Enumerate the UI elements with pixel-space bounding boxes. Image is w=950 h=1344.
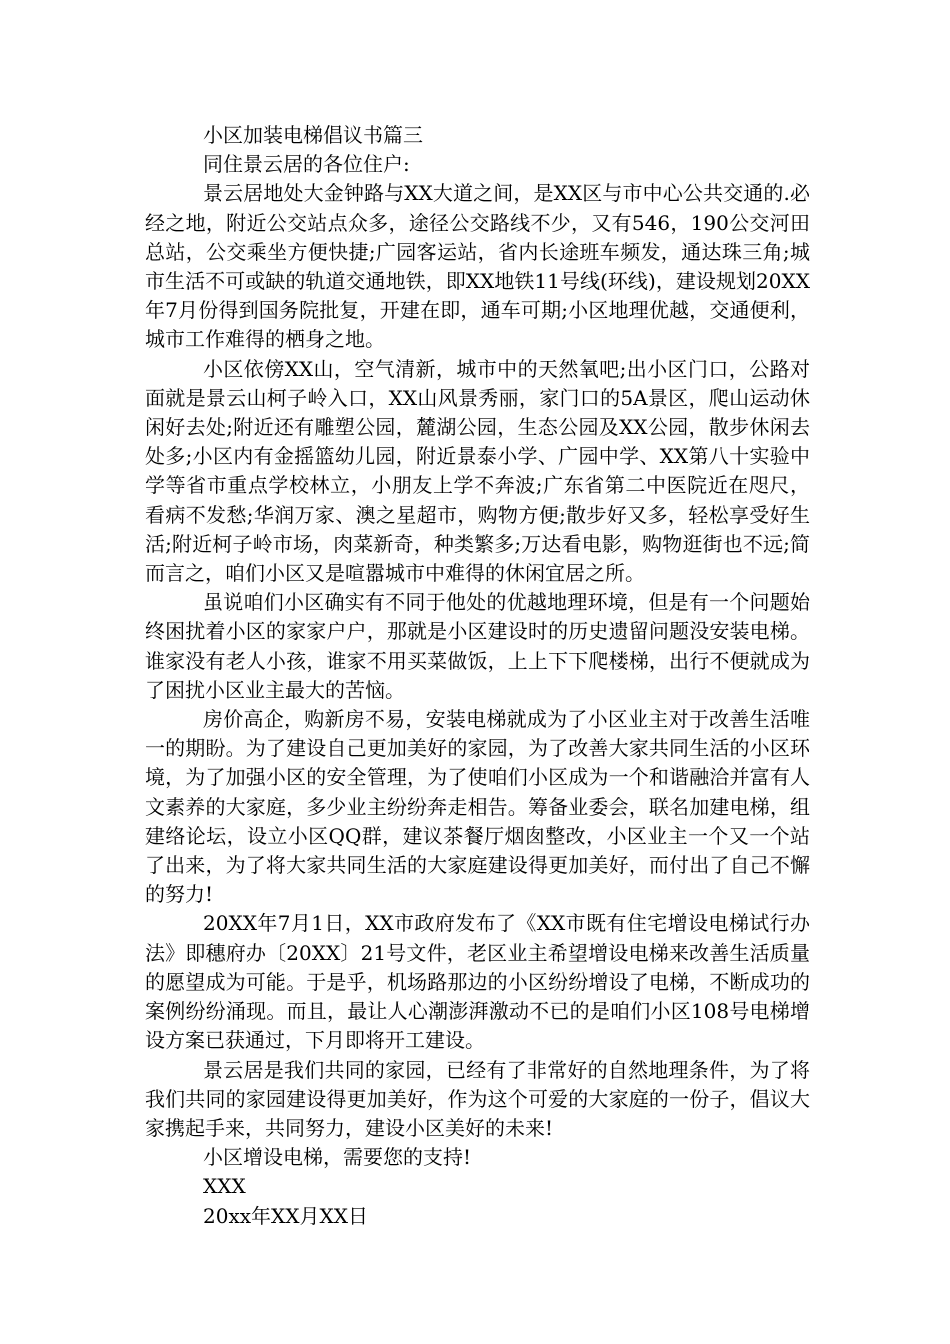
body-paragraph: 小区依傍XX山，空气清新，城市中的天然氧吧;出小区门口，公路对面就是景云山柯子岭入口，XX山风景秀丽，家门口的5A景区，爬山运动休闲好去处;附近还有雕塑公园，麓湖公园，生态公园及XX公园，散步休闲去处多;小区内有金摇篮幼儿园，附近景泰小学、广园中学、XX第八十实验中学等省市重点学校林立，小朋友上学不奔波;广东省第二中医院近在咫尺，看病不发愁;华润万家、澳之星超市，购物方便;散步好又多，轻松享受好生活;附近柯子岭市场，肉菜新奇，种类繁多;万达看电影，购物逛街也不远;简而言之，咱们小区又是喧嚣城市中难得的休闲宜居之所。: [145, 356, 810, 586]
closing-line: 小区增设电梯，需要您的支持!: [203, 1145, 472, 1170]
signature: XXX: [203, 1174, 246, 1199]
document-body: [145, 121, 810, 1231]
body-paragraph: 房价高企，购新房不易，安装电梯就成为了小区业主对于改善生活唯一的期盼。为了建设自己更加美好的家园，为了改善大家共同生活的小区环境，为了加强小区的安全管理，为了使咱们小区成为一个和谐融洽并富有人文素养的大家庭，多少业主纷纷奔走相告。筹备业委会，联名加建电梯，组建络论坛，设立小区QQ群，建议茶餐厅烟囱整改，小区业主一个又一个站了出来，为了将大家共同生活的大家庭建设得更加美好，而付出了自己不懈的努力!: [145, 707, 810, 907]
document-date: 20xx年XX月XX日: [203, 1203, 368, 1228]
body-paragraph: 景云居是我们共同的家园，已经有了非常好的自然地理条件，为了将我们共同的家园建设得更加美好，作为这个可爱的大家庭的一份子，倡议大家携起手来，共同努力，建设小区美好的未来!: [145, 1057, 810, 1140]
document-greeting: 同住景云居的各位住户:: [203, 152, 410, 177]
body-paragraph: 景云居地处大金钟路与XX大道之间，是XX区与市中心公共交通的.必经之地，附近公交站点众多，途径公交路线不少，又有546，190公交河田总站，公交乘坐方便快捷;广园客运站，省内长途班车频发，通达珠三角;城市生活不可或缺的轨道交通地铁，即XX地铁11号线(环线)，建设规划20XX年7月份得到国务院批复，开建在即，通车可期;小区地理优越，交通便利，城市工作难得的栖身之地。: [145, 181, 810, 352]
body-paragraph: 20XX年7月1日，XX市政府发布了《XX市既有住宅增设电梯试行办法》即穗府办〔20XX〕21号文件，老区业主希望增设电梯来改善生活质量的愿望成为可能。于是乎，机场路那边的小区纷纷增设了电梯，不断成功的案例纷纷涌现。而且，最让人心潮澎湃激动不已的是咱们小区108号电梯增设方案已获通过，下月即将开工建设。: [145, 911, 810, 1053]
document-title: 小区加装电梯倡议书篇三: [203, 123, 423, 147]
body-paragraph: 虽说咱们小区确实有不同于他处的优越地理环境，但是有一个问题始终困扰着小区的家家户户，那就是小区建设时的历史遗留问题没安装电梯。谁家没有老人小孩，谁家不用买菜做饭，上上下下爬楼梯，出行不便就成为了困扰小区业主最大的苦恼。: [145, 590, 810, 702]
